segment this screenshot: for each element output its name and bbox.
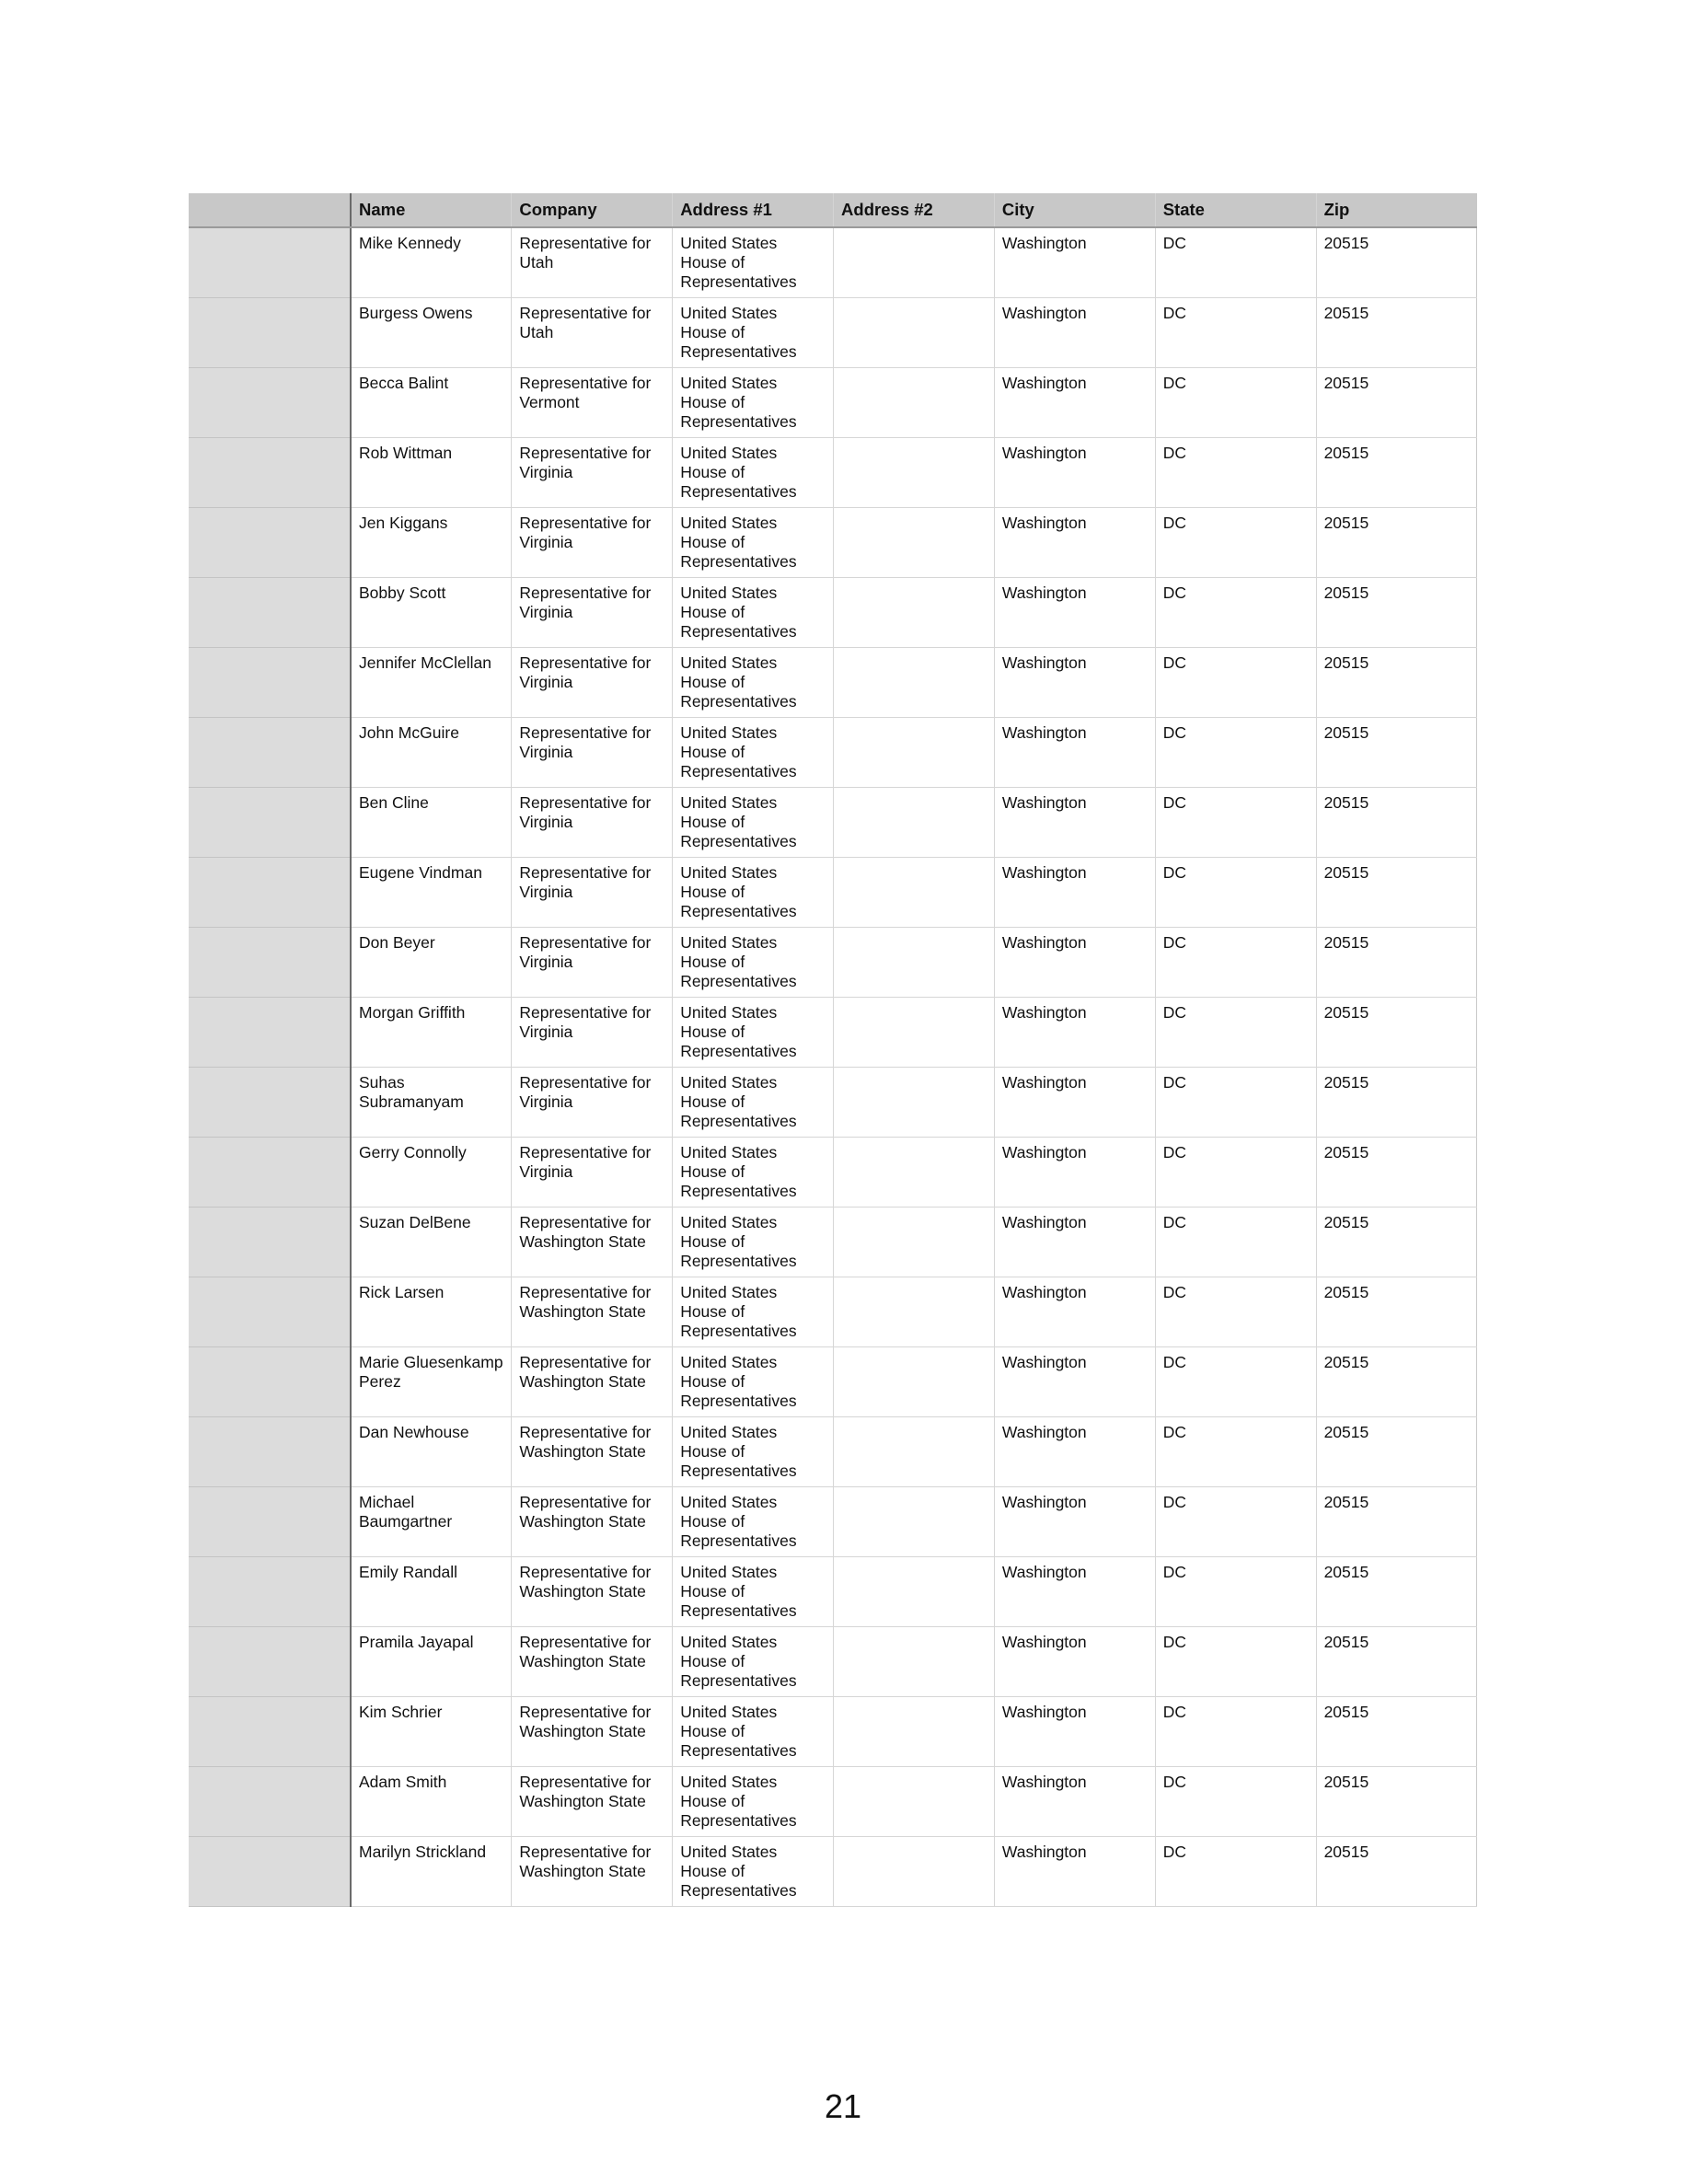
cell-city[interactable]: Washington [994,507,1155,577]
table-row [189,1696,1477,1766]
cell-zip[interactable]: 20515 [1316,1067,1477,1137]
cell-company[interactable]: Representative for Virginia [512,647,673,717]
cell-address-1[interactable]: United States House of Representatives [673,857,834,927]
corner-cell[interactable] [189,193,351,227]
cell-zip[interactable]: 20515 [1316,1416,1477,1486]
cell-city[interactable]: Washington [994,367,1155,437]
cell-address-2[interactable] [834,1486,995,1556]
table-row [189,297,1477,367]
cell-state[interactable]: DC [1155,1416,1316,1486]
cell-zip[interactable]: 20515 [1316,1486,1477,1556]
row-header-cell[interactable] [189,1696,351,1766]
contacts-table [189,193,1477,1907]
cell-zip[interactable]: 20515 [1316,927,1477,997]
cell-zip[interactable]: 20515 [1316,787,1477,857]
table-row [189,647,1477,717]
cell-state[interactable]: DC [1155,787,1316,857]
cell-city[interactable]: Washington [994,1486,1155,1556]
table-row [189,1486,1477,1556]
cell-zip[interactable]: 20515 [1316,647,1477,717]
row-header-cell[interactable] [189,227,351,297]
cell-city[interactable]: Washington [994,1277,1155,1346]
cell-address-2[interactable] [834,227,995,297]
cell-address-1[interactable]: United States House of Representatives [673,367,834,437]
cell-city[interactable]: Washington [994,227,1155,297]
cell-city[interactable]: Washington [994,297,1155,367]
cell-name[interactable]: Adam Smith [351,1766,512,1836]
row-header-cell[interactable] [189,1137,351,1207]
cell-state[interactable]: DC [1155,1277,1316,1346]
cell-state[interactable]: DC [1155,507,1316,577]
cell-zip[interactable]: 20515 [1316,437,1477,507]
cell-address-1[interactable]: United States House of Representatives [673,227,834,297]
cell-address-2[interactable] [834,787,995,857]
cell-company[interactable]: Representative for Virginia [512,507,673,577]
cell-city[interactable]: Washington [994,1067,1155,1137]
cell-address-2[interactable] [834,577,995,647]
cell-state[interactable]: DC [1155,227,1316,297]
cell-zip[interactable]: 20515 [1316,1626,1477,1696]
cell-city[interactable]: Washington [994,1626,1155,1696]
cell-state[interactable]: DC [1155,857,1316,927]
cell-address-2[interactable] [834,1626,995,1696]
cell-name[interactable]: Gerry Connolly [351,1137,512,1207]
cell-address-2[interactable] [834,997,995,1067]
cell-company[interactable]: Representative for Washington State [512,1556,673,1626]
cell-address-2[interactable] [834,857,995,927]
cell-city[interactable]: Washington [994,857,1155,927]
cell-name[interactable]: Burgess Owens [351,297,512,367]
table-row [189,997,1477,1067]
cell-company[interactable]: Representative for Vermont [512,367,673,437]
cell-state[interactable]: DC [1155,1486,1316,1556]
table-row [189,1207,1477,1277]
cell-address-1[interactable]: United States House of Representatives [673,1556,834,1626]
cell-zip[interactable]: 20515 [1316,1137,1477,1207]
header-row [189,193,1477,227]
cell-address-1[interactable]: United States House of Representatives [673,1207,834,1277]
cell-state[interactable]: DC [1155,1696,1316,1766]
cell-company[interactable]: Representative for Virginia [512,997,673,1067]
row-header-cell[interactable] [189,1346,351,1416]
cell-address-2[interactable] [834,1277,995,1346]
row-header-cell[interactable] [189,367,351,437]
table-row [189,1626,1477,1696]
cell-name[interactable]: John McGuire [351,717,512,787]
cell-name[interactable]: Morgan Griffith [351,997,512,1067]
cell-state[interactable]: DC [1155,647,1316,717]
row-header-cell[interactable] [189,507,351,577]
cell-state[interactable]: DC [1155,1836,1316,1906]
cell-address-2[interactable] [834,647,995,717]
row-header-cell[interactable] [189,1766,351,1836]
cell-state[interactable]: DC [1155,717,1316,787]
cell-state[interactable]: DC [1155,297,1316,367]
cell-address-2[interactable] [834,507,995,577]
cell-name[interactable]: Dan Newhouse [351,1416,512,1486]
table-row [189,1766,1477,1836]
cell-state[interactable]: DC [1155,997,1316,1067]
cell-zip[interactable]: 20515 [1316,857,1477,927]
cell-city[interactable]: Washington [994,927,1155,997]
table-row [189,227,1477,297]
cell-zip[interactable]: 20515 [1316,1556,1477,1626]
cell-address-2[interactable] [834,367,995,437]
cell-name[interactable]: Marie Gluesenkamp Perez [351,1346,512,1416]
row-header-cell[interactable] [189,1626,351,1696]
cell-city[interactable]: Washington [994,787,1155,857]
cell-address-2[interactable] [834,1137,995,1207]
cell-name[interactable]: Marilyn Strickland [351,1836,512,1906]
cell-address-1[interactable]: United States House of Representatives [673,1416,834,1486]
cell-name[interactable]: Bobby Scott [351,577,512,647]
cell-state[interactable]: DC [1155,367,1316,437]
cell-state[interactable]: DC [1155,1346,1316,1416]
cell-address-1[interactable]: United States House of Representatives [673,717,834,787]
cell-address-2[interactable] [834,1556,995,1626]
table-row [189,927,1477,997]
cell-address-2[interactable] [834,297,995,367]
cell-zip[interactable]: 20515 [1316,1346,1477,1416]
row-header-cell[interactable] [189,927,351,997]
table-row [189,1067,1477,1137]
cell-name[interactable]: Jen Kiggans [351,507,512,577]
cell-zip[interactable]: 20515 [1316,577,1477,647]
cell-company[interactable]: Representative for Washington State [512,1207,673,1277]
cell-name[interactable]: Suzan DelBene [351,1207,512,1277]
column-header-state[interactable]: State [1155,193,1316,227]
row-header-cell[interactable] [189,857,351,927]
cell-address-2[interactable] [834,1346,995,1416]
cell-city[interactable]: Washington [994,1416,1155,1486]
row-header-cell[interactable] [189,1556,351,1626]
cell-state[interactable]: DC [1155,1766,1316,1836]
row-header-cell[interactable] [189,437,351,507]
cell-address-1[interactable]: United States House of Representatives [673,997,834,1067]
cell-name[interactable]: Rick Larsen [351,1277,512,1346]
cell-company[interactable]: Representative for Virginia [512,787,673,857]
table-row [189,717,1477,787]
cell-company[interactable]: Representative for Virginia [512,857,673,927]
cell-address-1[interactable]: United States House of Representatives [673,1277,834,1346]
cell-address-2[interactable] [834,927,995,997]
cell-city[interactable]: Washington [994,1137,1155,1207]
cell-company[interactable]: Representative for Washington State [512,1346,673,1416]
column-header-address-1[interactable]: Address #1 [673,193,834,227]
table-row [189,1137,1477,1207]
row-header-cell[interactable] [189,1067,351,1137]
table-row [189,1346,1477,1416]
table-row [189,367,1477,437]
page-number: 21 [824,2087,862,2125]
cell-address-1[interactable]: United States House of Representatives [673,437,834,507]
cell-address-2[interactable] [834,1766,995,1836]
cell-name[interactable]: Don Beyer [351,927,512,997]
spreadsheet [189,193,1477,1907]
cell-state[interactable]: DC [1155,1137,1316,1207]
row-header-cell[interactable] [189,787,351,857]
cell-address-1[interactable]: United States House of Representatives [673,647,834,717]
cell-zip[interactable]: 20515 [1316,227,1477,297]
table-row [189,857,1477,927]
table-row [189,577,1477,647]
cell-address-1[interactable]: United States House of Representatives [673,927,834,997]
cell-address-1[interactable]: United States House of Representatives [673,1067,834,1137]
row-header-cell[interactable] [189,647,351,717]
cell-company[interactable]: Representative for Washington State [512,1836,673,1906]
cell-name[interactable]: Mike Kennedy [351,227,512,297]
cell-zip[interactable]: 20515 [1316,1766,1477,1836]
row-header-cell[interactable] [189,1486,351,1556]
cell-company[interactable]: Representative for Virginia [512,927,673,997]
cell-address-1[interactable]: United States House of Representatives [673,1626,834,1696]
cell-address-1[interactable]: United States House of Representatives [673,507,834,577]
table-row [189,787,1477,857]
row-header-cell[interactable] [189,717,351,787]
cell-state[interactable]: DC [1155,577,1316,647]
row-header-cell[interactable] [189,997,351,1067]
cell-company[interactable]: Representative for Washington State [512,1626,673,1696]
row-header-cell[interactable] [189,577,351,647]
cell-company[interactable]: Representative for Virginia [512,437,673,507]
cell-state[interactable]: DC [1155,1626,1316,1696]
table-row [189,1277,1477,1346]
cell-city[interactable]: Washington [994,647,1155,717]
cell-city[interactable]: Washington [994,1207,1155,1277]
cell-name[interactable]: Becca Balint [351,367,512,437]
cell-state[interactable]: DC [1155,1556,1316,1626]
cell-company[interactable]: Representative for Utah [512,227,673,297]
cell-city[interactable]: Washington [994,1346,1155,1416]
cell-zip[interactable]: 20515 [1316,367,1477,437]
column-header-company[interactable]: Company [512,193,673,227]
column-header-zip[interactable]: Zip [1316,193,1477,227]
cell-address-2[interactable] [834,437,995,507]
cell-zip[interactable]: 20515 [1316,1277,1477,1346]
cell-company[interactable]: Representative for Virginia [512,1067,673,1137]
cell-name[interactable]: Rob Wittman [351,437,512,507]
table-row [189,507,1477,577]
cell-company[interactable]: Representative for Washington State [512,1277,673,1346]
cell-company[interactable]: Representative for Washington State [512,1416,673,1486]
cell-zip[interactable]: 20515 [1316,997,1477,1067]
cell-name[interactable]: Eugene Vindman [351,857,512,927]
row-header-cell[interactable] [189,1416,351,1486]
cell-state[interactable]: DC [1155,437,1316,507]
cell-company[interactable]: Representative for Washington State [512,1696,673,1766]
cell-company[interactable]: Representative for Virginia [512,1137,673,1207]
cell-name[interactable]: Emily Randall [351,1556,512,1626]
cell-name[interactable]: Pramila Jayapal [351,1626,512,1696]
cell-address-1[interactable]: United States House of Representatives [673,577,834,647]
cell-address-2[interactable] [834,1696,995,1766]
table-body [189,227,1477,1906]
row-header-cell[interactable] [189,1277,351,1346]
cell-address-1[interactable]: United States House of Representatives [673,1346,834,1416]
row-header-cell[interactable] [189,1207,351,1277]
cell-address-1[interactable]: United States House of Representatives [673,787,834,857]
cell-state[interactable]: DC [1155,927,1316,997]
cell-name[interactable]: Suhas Subramanyam [351,1067,512,1137]
cell-city[interactable]: Washington [994,577,1155,647]
cell-address-2[interactable] [834,1067,995,1137]
cell-name[interactable]: Michael Baumgartner [351,1486,512,1556]
cell-city[interactable]: Washington [994,1556,1155,1626]
cell-company[interactable]: Representative for Washington State [512,1486,673,1556]
cell-address-1[interactable]: United States House of Representatives [673,1836,834,1906]
cell-zip[interactable]: 20515 [1316,1836,1477,1906]
cell-address-2[interactable] [834,1207,995,1277]
cell-address-1[interactable]: United States House of Representatives [673,1137,834,1207]
cell-company[interactable]: Representative for Virginia [512,717,673,787]
cell-company[interactable]: Representative for Virginia [512,577,673,647]
table-row [189,1416,1477,1486]
table-row [189,437,1477,507]
cell-zip[interactable]: 20515 [1316,717,1477,787]
cell-zip[interactable]: 20515 [1316,507,1477,577]
cell-address-1[interactable]: United States House of Representatives [673,1486,834,1556]
cell-zip[interactable]: 20515 [1316,1207,1477,1277]
cell-name[interactable]: Ben Cline [351,787,512,857]
cell-address-1[interactable]: United States House of Representatives [673,1766,834,1836]
cell-city[interactable]: Washington [994,1696,1155,1766]
cell-company[interactable]: Representative for Washington State [512,1766,673,1836]
cell-address-1[interactable]: United States House of Representatives [673,1696,834,1766]
cell-city[interactable]: Washington [994,437,1155,507]
cell-zip[interactable]: 20515 [1316,297,1477,367]
cell-state[interactable]: DC [1155,1207,1316,1277]
cell-city[interactable]: Washington [994,717,1155,787]
column-header-name[interactable]: Name [351,193,512,227]
cell-company[interactable]: Representative for Utah [512,297,673,367]
cell-city[interactable]: Washington [994,1766,1155,1836]
row-header-cell[interactable] [189,297,351,367]
cell-address-2[interactable] [834,1416,995,1486]
row-header-cell[interactable] [189,1836,351,1906]
table-row [189,1836,1477,1906]
cell-city[interactable]: Washington [994,1836,1155,1906]
table-row [189,1556,1477,1626]
cell-name[interactable]: Jennifer McClellan [351,647,512,717]
column-header-city[interactable]: City [994,193,1155,227]
cell-address-2[interactable] [834,1836,995,1906]
cell-city[interactable]: Washington [994,997,1155,1067]
cell-name[interactable]: Kim Schrier [351,1696,512,1766]
cell-address-1[interactable]: United States House of Representatives [673,297,834,367]
cell-zip[interactable]: 20515 [1316,1696,1477,1766]
column-header-address-2[interactable]: Address #2 [834,193,995,227]
cell-state[interactable]: DC [1155,1067,1316,1137]
cell-address-2[interactable] [834,717,995,787]
